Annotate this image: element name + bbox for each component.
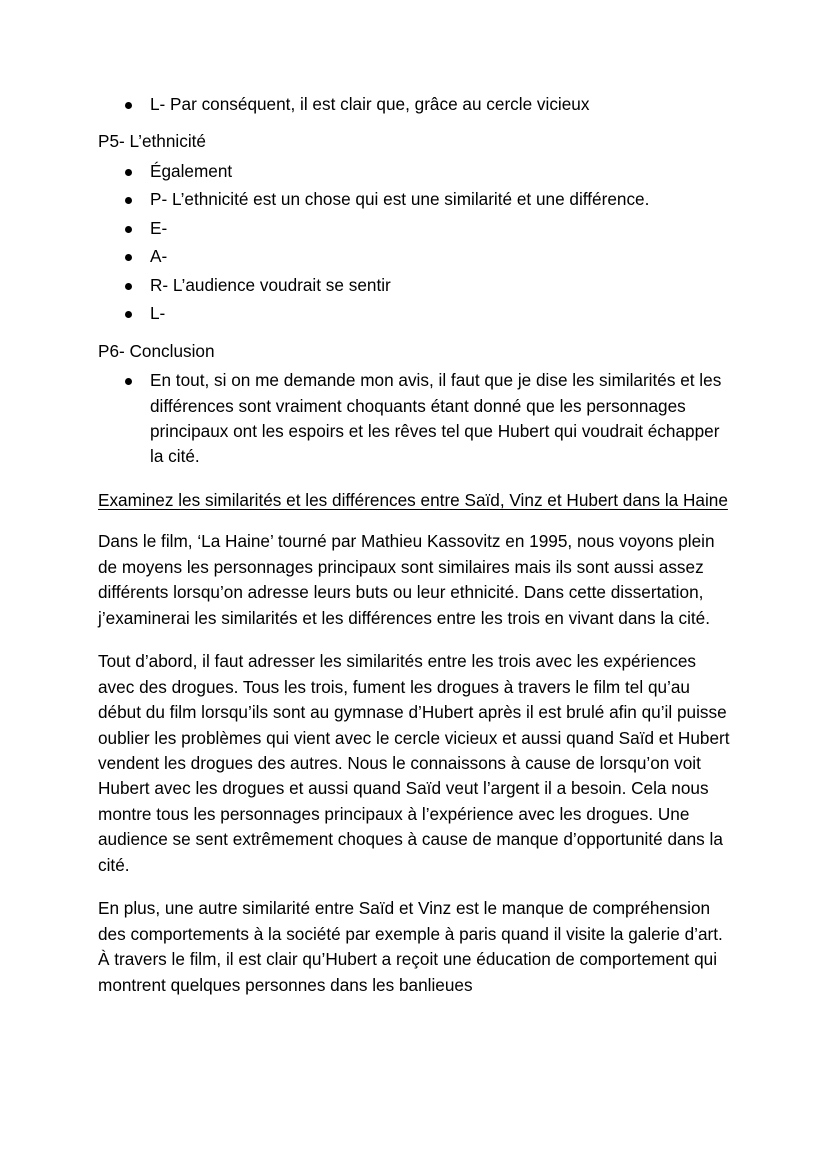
- list-item-text: P- L’ethnicité est un chose qui est une similarité et une différence.: [150, 189, 650, 210]
- paragraph-drugs: Tout d’abord, il faut adresser les similarités entre les trois avec les expériences avec des drogues. Tous les trois, fument les drogues à travers le film tel qu’au début du film lorsqu’ils sont au gymnase d’Hubert après il est brulé afin qu’il puisse oublier les problèmes qui vient avec le cercle vicieux et aussi quand Saïd et Hubert vendent les drogues des autres. Nous le connaissons à cause de lorsqu’on voit Hubert avec les drogues et aussi quand Saïd veut l’argent il a besoin. Cela nous montre tous les personnages principaux à l’expérience avec les drogues. Une audience se sent extrêmement choques à cause de manque d’opportunité dans la cité.: [98, 651, 730, 875]
- spacer: [98, 330, 730, 339]
- bullet-list-p4-tail: [98, 92, 730, 117]
- section-heading-p5: P5- L’ethnicité: [98, 131, 206, 152]
- list-item-text: En tout, si on me demande mon avis, il faut que je dise les similarités et les différences sont vraiment choquants étant donné que les personnages principaux ont les espoirs et les rêves tel que Hubert qui voudrait échapper la cité.: [150, 370, 722, 467]
- list-item-text: R- L’audience voudrait se sentir: [150, 274, 391, 295]
- list-item-text: Également: [150, 160, 233, 181]
- bullet-list-p5: [98, 159, 730, 327]
- essay-title-text: Examinez les similarités et les différences entre Saïd, Vinz et Hubert dans la Haine: [98, 489, 728, 510]
- list-item: [98, 187, 730, 212]
- section-heading-p6: P6- Conclusion: [98, 340, 215, 361]
- list-item: [98, 216, 730, 241]
- list-item: [98, 273, 730, 298]
- bullet-list-p6: [98, 368, 730, 470]
- list-item-text: E-: [150, 217, 168, 238]
- list-item-text: L-: [150, 303, 166, 324]
- spacer: [98, 120, 730, 129]
- list-item: [98, 159, 730, 184]
- list-item: [98, 368, 730, 470]
- list-item-text: L- Par conséquent, il est clair que, grâce au cercle vicieux: [150, 94, 590, 114]
- paragraph-intro: Dans le film, ‘La Haine’ tourné par Mathieu Kassovitz en 1995, nous voyons plein de moyens les personnages principaux sont similaires mais ils sont aussi assez différents lorsqu’on adresse leurs buts ou leur ethnicité. Dans cette dissertation, j’examinerai les similarités et les différences entre les trois en vivant dans la cité.: [98, 531, 715, 628]
- list-item: [98, 301, 730, 326]
- document-body: [98, 92, 730, 998]
- list-item-text: A-: [150, 246, 168, 267]
- list-item: [98, 244, 730, 269]
- essay-title: [98, 488, 730, 513]
- paragraph-behaviour: En plus, une autre similarité entre Saïd et Vinz est le manque de compréhension des comportements à la société par exemple à paris quand il visite la galerie d’art. À travers le film, il est clair qu’Hubert a reçoit une éducation de comportement qui montrent quelques personnes dans les banlieues: [98, 898, 723, 995]
- list-item: [98, 92, 730, 117]
